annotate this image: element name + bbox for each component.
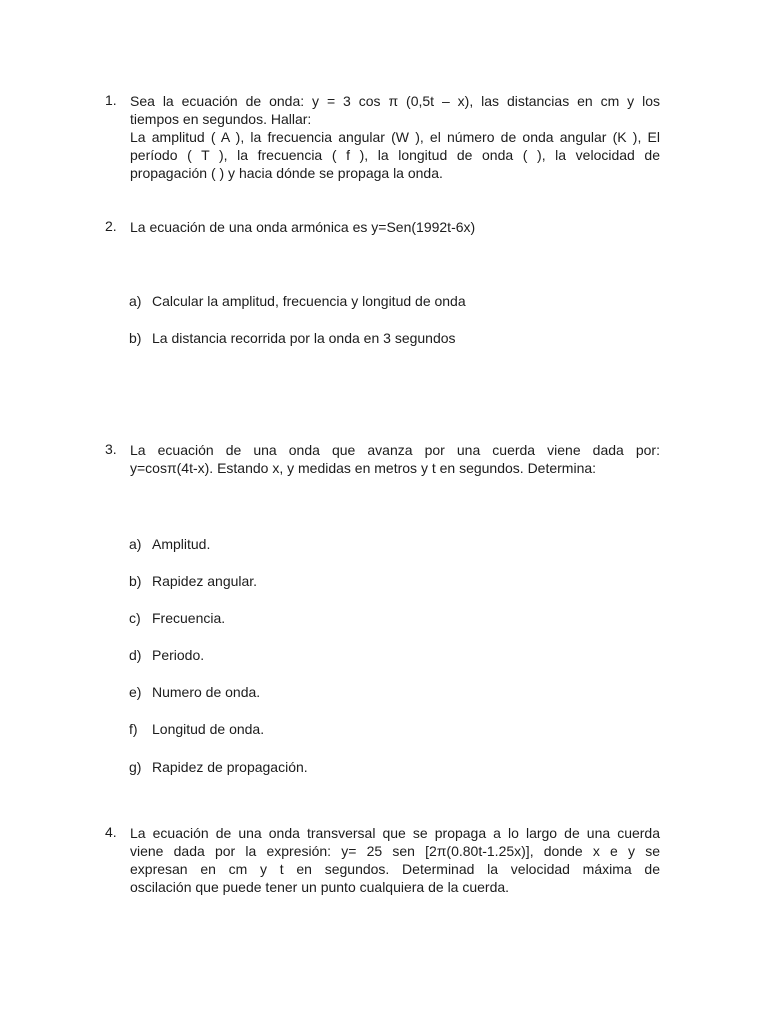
list-item <box>129 720 659 738</box>
question-4 <box>105 824 660 896</box>
question-number: 1. <box>105 92 117 108</box>
item-text: Frecuencia. <box>152 610 226 626</box>
question-text <box>130 824 660 896</box>
list-item <box>129 758 659 776</box>
item-text: Calcular la amplitud, frecuencia y longitud de onda <box>152 293 466 309</box>
item-text: Longitud de onda. <box>152 721 265 737</box>
item-text: Amplitud. <box>152 536 211 552</box>
text-line: tiempos en segundos. Hallar: <box>130 111 312 127</box>
list-item <box>129 292 659 310</box>
item-text: Numero de onda. <box>152 684 261 700</box>
list-item <box>129 609 659 627</box>
item-text: Periodo. <box>152 647 205 663</box>
list-item <box>129 535 659 553</box>
item-text: Rapidez angular. <box>152 573 258 589</box>
question-3 <box>105 441 660 477</box>
item-label: a) <box>129 536 142 552</box>
text-line: La amplitud ( A ), la frecuencia angular (W ), el número de onda angular (K ), El <box>130 129 660 145</box>
item-label: g) <box>129 759 142 775</box>
text-line: oscilación que puede tener un punto cualquiera de la cuerda. <box>130 879 510 895</box>
item-text: La distancia recorrida por la onda en 3 segundos <box>152 330 456 346</box>
text-line: La ecuación de una onda armónica es y=Sen(1992t-6x) <box>130 219 476 235</box>
question-number: 3. <box>105 441 117 457</box>
question-2 <box>105 218 660 236</box>
item-label: b) <box>129 330 142 346</box>
list-item <box>129 329 659 347</box>
question-number: 2. <box>105 218 117 234</box>
text-line: período ( T ), la frecuencia ( f ), la longitud de onda ( ), la velocidad de <box>130 147 660 163</box>
item-label: e) <box>129 684 142 700</box>
text-line: expresan en cm y t en segundos. Determinad la velocidad máxima de <box>130 861 660 877</box>
item-text: Rapidez de propagación. <box>152 759 308 775</box>
item-label: a) <box>129 293 142 309</box>
item-label: c) <box>129 610 141 626</box>
item-label: d) <box>129 647 142 663</box>
item-label: f) <box>129 721 138 737</box>
item-label: b) <box>129 573 142 589</box>
text-line: Sea la ecuación de onda: y = 3 cos π (0,5t – x), las distancias en cm y los <box>130 93 660 109</box>
text-line: La ecuación de una onda transversal que se propaga a lo largo de una cuerda <box>130 825 660 841</box>
text-line: viene dada por la expresión: y= 25 sen [2π(0.80t-1.25x)], donde x e y se <box>130 843 660 859</box>
question-number: 4. <box>105 824 117 840</box>
question-text <box>130 218 660 236</box>
text-line: propagación ( ) y hacia dónde se propaga la onda. <box>130 165 443 181</box>
question-text <box>130 441 660 477</box>
question-text <box>130 92 660 182</box>
list-item <box>129 572 659 590</box>
question-1 <box>105 92 660 182</box>
text-line: La ecuación de una onda que avanza por una cuerda viene dada por: <box>130 442 660 458</box>
list-item <box>129 646 659 664</box>
text-line: y=cosπ(4t-x). Estando x, y medidas en metros y t en segundos. Determina: <box>130 460 597 476</box>
list-item <box>129 683 659 701</box>
